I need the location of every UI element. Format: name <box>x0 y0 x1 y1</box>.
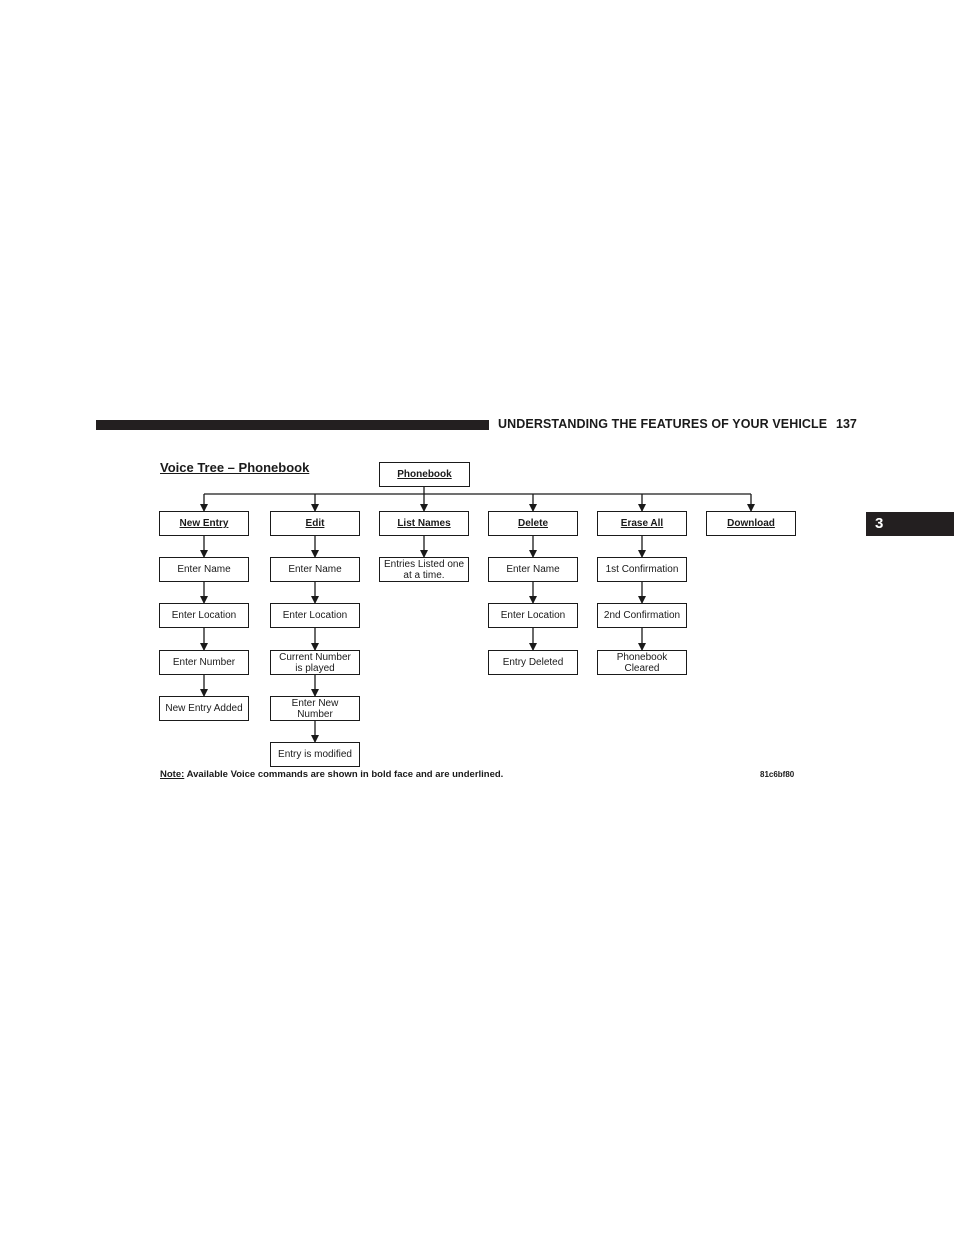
phonebook-root-node: Phonebook <box>379 462 470 487</box>
command-new-entry: New Entry <box>159 511 249 536</box>
step-edit-5: Entry is modified <box>270 742 360 767</box>
step-delete-1: Enter Name <box>488 557 578 582</box>
step-edit-3: Current Number is played <box>270 650 360 675</box>
note-label: Note: <box>160 769 185 780</box>
diagram-title: Voice Tree – Phonebook <box>160 460 310 475</box>
command-erase-all: Erase All <box>597 511 687 536</box>
step-list-names-1: Entries Listed one at a time. <box>379 557 469 582</box>
chapter-tab: 3 <box>866 512 954 536</box>
step-edit-4: Enter New Number <box>270 696 360 721</box>
command-delete: Delete <box>488 511 578 536</box>
step-new-entry-1: Enter Name <box>159 557 249 582</box>
step-erase-all-3: Phonebook Cleared <box>597 650 687 675</box>
command-list-names: List Names <box>379 511 469 536</box>
note-text: Available Voice commands are shown in bold face and are underlined. <box>184 769 504 780</box>
command-edit: Edit <box>270 511 360 536</box>
command-download: Download <box>706 511 796 536</box>
figure-code: 81c6bf80 <box>760 770 795 779</box>
step-delete-2: Enter Location <box>488 603 578 628</box>
step-erase-all-2: 2nd Confirmation <box>597 603 687 628</box>
page-number: 137 <box>836 417 857 431</box>
running-header: UNDERSTANDING THE FEATURES OF YOUR VEHICLE <box>498 417 828 431</box>
diagram-note <box>160 769 503 780</box>
step-erase-all-1: 1st Confirmation <box>597 557 687 582</box>
step-new-entry-2: Enter Location <box>159 603 249 628</box>
step-edit-1: Enter Name <box>270 557 360 582</box>
step-edit-2: Enter Location <box>270 603 360 628</box>
step-new-entry-3: Enter Number <box>159 650 249 675</box>
step-delete-3: Entry Deleted <box>488 650 578 675</box>
step-new-entry-4: New Entry Added <box>159 696 249 721</box>
